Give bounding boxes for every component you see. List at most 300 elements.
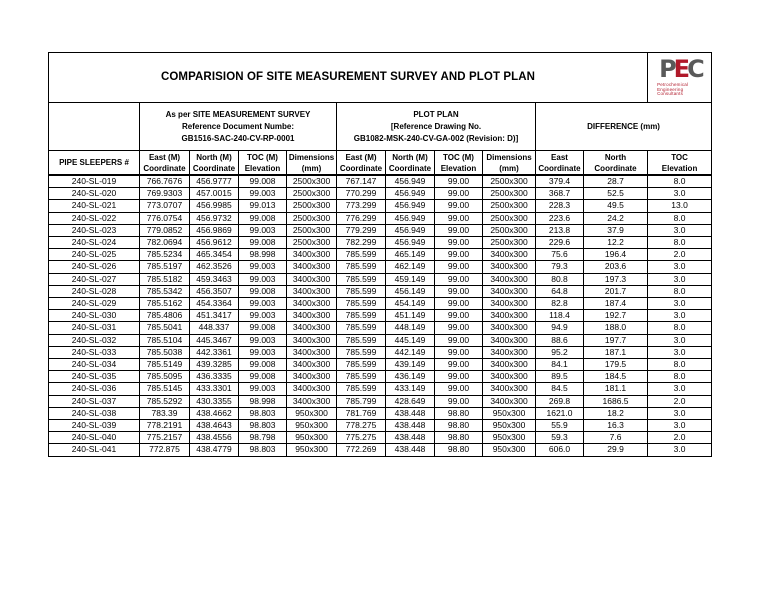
plot-north-cell: 433.149 <box>386 383 435 395</box>
sleeper-id-cell: 240-SL-038 <box>49 407 140 419</box>
plot-north-cell: 456.149 <box>386 285 435 297</box>
plot-north-cell: 438.448 <box>386 432 435 444</box>
diff-east-cell: 95.2 <box>536 346 584 358</box>
plot-east-cell: 770.299 <box>337 188 386 200</box>
diff-east-cell: 118.4 <box>536 310 584 322</box>
diff-toc-cell: 8.0 <box>648 285 712 297</box>
plot-dimensions-cell: 3400x300 <box>483 371 536 383</box>
diff-north-cell: 16.3 <box>584 420 648 432</box>
survey-east-cell: 769.9303 <box>140 188 190 200</box>
survey-north-cell: 442.3361 <box>190 346 239 358</box>
table-row <box>49 261 712 273</box>
survey-toc-cell: 99.013 <box>239 200 287 212</box>
sleeper-id-cell: 240-SL-033 <box>49 346 140 358</box>
difference-group-header: DIFFERENCE (mm) <box>536 103 712 151</box>
sleeper-id-cell: 240-SL-039 <box>49 420 140 432</box>
diff-toc-cell: 3.0 <box>648 298 712 310</box>
survey-east-cell: 785.5292 <box>140 395 190 407</box>
survey-dimensions-cell: 2500x300 <box>287 237 337 249</box>
diff-toc-cell: 3.0 <box>648 261 712 273</box>
logo-letters: PEC <box>659 55 702 83</box>
survey-north-cell: 456.9732 <box>190 212 239 224</box>
survey-north-cell: 439.3285 <box>190 359 239 371</box>
survey-north-cell: 457.0015 <box>190 188 239 200</box>
diff-north-cell: 28.7 <box>584 175 648 188</box>
survey-toc-cell: 98.998 <box>239 395 287 407</box>
sleeper-id-cell: 240-SL-032 <box>49 334 140 346</box>
comparison-table <box>48 52 712 457</box>
sleeper-id-cell: 240-SL-034 <box>49 359 140 371</box>
diff-north-cell: 7.6 <box>584 432 648 444</box>
sleeper-id-cell: 240-SL-020 <box>49 188 140 200</box>
survey-toc-cell: 99.003 <box>239 346 287 358</box>
diff-north-cell: 187.4 <box>584 298 648 310</box>
diff-east-cell: 55.9 <box>536 420 584 432</box>
survey-east-cell: 775.2157 <box>140 432 190 444</box>
diff-north-cell: 181.1 <box>584 383 648 395</box>
diff-toc-cell: 8.0 <box>648 322 712 334</box>
diff-east-cell: 82.8 <box>536 298 584 310</box>
table-row <box>49 237 712 249</box>
plot-east-cell: 785.799 <box>337 395 386 407</box>
table-row <box>49 188 712 200</box>
plot-north-cell: 465.149 <box>386 249 435 261</box>
survey-north-cell: 445.3467 <box>190 334 239 346</box>
table-row <box>49 200 712 212</box>
plot-toc-cell: 98.80 <box>435 432 483 444</box>
survey-toc-cell: 99.008 <box>239 322 287 334</box>
table-row <box>49 359 712 371</box>
diff-toc-cell: 13.0 <box>648 200 712 212</box>
diff-toc-cell: 8.0 <box>648 371 712 383</box>
plot-east-cell: 778.275 <box>337 420 386 432</box>
plot-dimensions-cell: 3400x300 <box>483 261 536 273</box>
survey-toc-cell: 98.798 <box>239 432 287 444</box>
title-cell <box>49 53 648 103</box>
survey-north-cell: 465.3454 <box>190 249 239 261</box>
plot-toc-cell: 99.00 <box>435 273 483 285</box>
diff-toc-header: TOC Elevation <box>648 151 712 176</box>
plot-dimensions-header: Dimensions (mm) <box>483 151 536 176</box>
plot-dimensions-cell: 950x300 <box>483 444 536 456</box>
plot-north-cell: 428.649 <box>386 395 435 407</box>
plot-east-cell: 785.599 <box>337 273 386 285</box>
plot-north-cell: 456.949 <box>386 224 435 236</box>
diff-east-cell: 75.6 <box>536 249 584 261</box>
plot-toc-cell: 99.00 <box>435 237 483 249</box>
survey-east-cell: 778.2191 <box>140 420 190 432</box>
plot-north-cell: 456.949 <box>386 212 435 224</box>
plot-dimensions-cell: 2500x300 <box>483 212 536 224</box>
comparison-sheet <box>48 52 711 457</box>
survey-dimensions-cell: 3400x300 <box>287 334 337 346</box>
diff-east-cell: 79.3 <box>536 261 584 273</box>
plot-north-cell: 451.149 <box>386 310 435 322</box>
plot-east-cell: 781.769 <box>337 407 386 419</box>
diff-east-cell: 269.8 <box>536 395 584 407</box>
plot-toc-cell: 99.00 <box>435 383 483 395</box>
survey-group-header: As per SITE MEASUREMENT SURVEY Reference Document Numbe: GB1516-SAC-240-CV-RP-0001 <box>140 103 337 151</box>
survey-dimensions-cell: 2500x300 <box>287 188 337 200</box>
survey-east-header: East (M) Coordinate <box>140 151 190 176</box>
plot-toc-cell: 99.00 <box>435 346 483 358</box>
pipe-sleepers-header: PIPE SLEEPERS # <box>49 151 140 176</box>
company-logo <box>657 56 703 98</box>
survey-north-cell: 438.4662 <box>190 407 239 419</box>
plot-east-cell: 785.599 <box>337 346 386 358</box>
plot-east-cell: 782.299 <box>337 237 386 249</box>
survey-east-cell: 785.5149 <box>140 359 190 371</box>
diff-east-cell: 223.6 <box>536 212 584 224</box>
diff-east-cell: 379.4 <box>536 175 584 188</box>
plot-east-cell: 785.599 <box>337 310 386 322</box>
plot-east-cell: 785.599 <box>337 298 386 310</box>
survey-toc-cell: 98.803 <box>239 444 287 456</box>
diff-east-cell: 229.6 <box>536 237 584 249</box>
survey-toc-header: TOC (M) Elevation <box>239 151 287 176</box>
sleeper-id-cell: 240-SL-030 <box>49 310 140 322</box>
diff-north-cell: 1686.5 <box>584 395 648 407</box>
diff-east-cell: 84.5 <box>536 383 584 395</box>
plot-dimensions-cell: 950x300 <box>483 420 536 432</box>
survey-dimensions-cell: 2500x300 <box>287 175 337 188</box>
diff-east-cell: 368.7 <box>536 188 584 200</box>
survey-dimensions-cell: 3400x300 <box>287 383 337 395</box>
survey-dimensions-cell: 3400x300 <box>287 261 337 273</box>
diff-toc-cell: 3.0 <box>648 224 712 236</box>
survey-toc-cell: 99.003 <box>239 298 287 310</box>
plot-dimensions-cell: 3400x300 <box>483 273 536 285</box>
plot-east-cell: 775.275 <box>337 432 386 444</box>
sleeper-id-cell: 240-SL-019 <box>49 175 140 188</box>
table-row <box>49 407 712 419</box>
plot-group-header: PLOT PLAN [Reference Drawing No. GB1082-MSK-240-CV-GA-002 (Revision: D)] <box>337 103 536 151</box>
survey-dimensions-cell: 950x300 <box>287 444 337 456</box>
plot-dimensions-cell: 3400x300 <box>483 334 536 346</box>
survey-east-cell: 785.5197 <box>140 261 190 273</box>
plot-north-header: North (M) Coordinate <box>386 151 435 176</box>
plot-north-cell: 456.949 <box>386 200 435 212</box>
sleeper-id-cell: 240-SL-031 <box>49 322 140 334</box>
table-row <box>49 285 712 297</box>
plot-dimensions-cell: 3400x300 <box>483 383 536 395</box>
survey-east-cell: 785.5145 <box>140 383 190 395</box>
survey-north-cell: 456.9612 <box>190 237 239 249</box>
plot-toc-cell: 99.00 <box>435 395 483 407</box>
sleeper-id-cell: 240-SL-024 <box>49 237 140 249</box>
survey-dimensions-cell: 950x300 <box>287 432 337 444</box>
survey-toc-cell: 99.008 <box>239 285 287 297</box>
plot-east-header: East (M) Coordinate <box>337 151 386 176</box>
table-row <box>49 371 712 383</box>
plot-dimensions-cell: 3400x300 <box>483 322 536 334</box>
survey-north-cell: 438.4643 <box>190 420 239 432</box>
survey-toc-cell: 99.008 <box>239 175 287 188</box>
plot-east-cell: 785.599 <box>337 359 386 371</box>
survey-north-cell: 436.3335 <box>190 371 239 383</box>
sleeper-id-cell: 240-SL-037 <box>49 395 140 407</box>
plot-east-cell: 785.599 <box>337 285 386 297</box>
plot-east-cell: 785.599 <box>337 249 386 261</box>
plot-east-cell: 776.299 <box>337 212 386 224</box>
plot-north-cell: 454.149 <box>386 298 435 310</box>
plot-east-cell: 785.599 <box>337 322 386 334</box>
diff-toc-cell: 3.0 <box>648 188 712 200</box>
sleeper-id-cell: 240-SL-040 <box>49 432 140 444</box>
survey-east-cell: 766.7676 <box>140 175 190 188</box>
survey-east-cell: 772.875 <box>140 444 190 456</box>
table-row <box>49 322 712 334</box>
diff-east-cell: 59.3 <box>536 432 584 444</box>
diff-toc-cell: 2.0 <box>648 395 712 407</box>
plot-dimensions-cell: 2500x300 <box>483 200 536 212</box>
survey-toc-cell: 99.008 <box>239 237 287 249</box>
survey-dimensions-cell: 950x300 <box>287 407 337 419</box>
table-row <box>49 310 712 322</box>
diff-toc-cell: 2.0 <box>648 432 712 444</box>
logo-subtitle: Petrochemical Engineering Consultants <box>657 82 689 97</box>
sleeper-id-cell: 240-SL-028 <box>49 285 140 297</box>
table-row <box>49 383 712 395</box>
plot-north-cell: 462.149 <box>386 261 435 273</box>
plot-toc-cell: 99.00 <box>435 188 483 200</box>
diff-east-cell: 228.3 <box>536 200 584 212</box>
diff-east-header: East Coordinate <box>536 151 584 176</box>
survey-east-cell: 785.5038 <box>140 346 190 358</box>
survey-north-cell: 433.3301 <box>190 383 239 395</box>
plot-north-cell: 448.149 <box>386 322 435 334</box>
survey-toc-cell: 99.003 <box>239 188 287 200</box>
diff-east-cell: 64.8 <box>536 285 584 297</box>
plot-north-cell: 445.149 <box>386 334 435 346</box>
diff-east-cell: 94.9 <box>536 322 584 334</box>
survey-dimensions-cell: 2500x300 <box>287 212 337 224</box>
table-row <box>49 175 712 188</box>
survey-toc-cell: 99.003 <box>239 273 287 285</box>
survey-east-cell: 785.5182 <box>140 273 190 285</box>
diff-north-cell: 179.5 <box>584 359 648 371</box>
plot-north-cell: 456.949 <box>386 175 435 188</box>
plot-toc-header: TOC (M) Elevation <box>435 151 483 176</box>
survey-east-cell: 785.5041 <box>140 322 190 334</box>
plot-dimensions-cell: 3400x300 <box>483 346 536 358</box>
plot-toc-cell: 98.80 <box>435 444 483 456</box>
survey-north-cell: 456.9985 <box>190 200 239 212</box>
diff-north-header: North Coordinate <box>584 151 648 176</box>
survey-east-cell: 773.0707 <box>140 200 190 212</box>
survey-dimensions-cell: 3400x300 <box>287 322 337 334</box>
diff-north-cell: 188.0 <box>584 322 648 334</box>
diff-toc-cell: 3.0 <box>648 310 712 322</box>
diff-toc-cell: 3.0 <box>648 407 712 419</box>
sleeper-id-cell: 240-SL-021 <box>49 200 140 212</box>
plot-toc-cell: 99.00 <box>435 359 483 371</box>
plot-dimensions-cell: 2500x300 <box>483 237 536 249</box>
survey-toc-cell: 99.008 <box>239 212 287 224</box>
survey-dimensions-cell: 3400x300 <box>287 298 337 310</box>
survey-east-cell: 785.5342 <box>140 285 190 297</box>
table-row <box>49 444 712 456</box>
plot-north-cell: 436.149 <box>386 371 435 383</box>
survey-east-cell: 785.5104 <box>140 334 190 346</box>
sleeper-id-cell: 240-SL-023 <box>49 224 140 236</box>
diff-toc-cell: 3.0 <box>648 334 712 346</box>
survey-dimensions-cell: 3400x300 <box>287 359 337 371</box>
plot-dimensions-cell: 2500x300 <box>483 224 536 236</box>
diff-toc-cell: 8.0 <box>648 175 712 188</box>
survey-east-cell: 785.4806 <box>140 310 190 322</box>
plot-east-cell: 785.599 <box>337 261 386 273</box>
diff-north-cell: 37.9 <box>584 224 648 236</box>
diff-toc-cell: 3.0 <box>648 346 712 358</box>
plot-north-cell: 459.149 <box>386 273 435 285</box>
diff-north-cell: 24.2 <box>584 212 648 224</box>
survey-east-cell: 783.39 <box>140 407 190 419</box>
plot-dimensions-cell: 3400x300 <box>483 298 536 310</box>
plot-dimensions-cell: 3400x300 <box>483 310 536 322</box>
survey-toc-cell: 99.008 <box>239 359 287 371</box>
survey-east-cell: 776.0754 <box>140 212 190 224</box>
plot-north-cell: 439.149 <box>386 359 435 371</box>
sleeper-id-cell: 240-SL-029 <box>49 298 140 310</box>
sleeper-id-cell: 240-SL-022 <box>49 212 140 224</box>
survey-east-cell: 785.5095 <box>140 371 190 383</box>
table-row <box>49 334 712 346</box>
table-row <box>49 249 712 261</box>
survey-north-cell: 462.3526 <box>190 261 239 273</box>
diff-toc-cell: 8.0 <box>648 212 712 224</box>
survey-dimensions-cell: 2500x300 <box>287 224 337 236</box>
survey-north-cell: 448.337 <box>190 322 239 334</box>
plot-toc-cell: 99.00 <box>435 261 483 273</box>
survey-north-cell: 456.9777 <box>190 175 239 188</box>
survey-dimensions-cell: 3400x300 <box>287 371 337 383</box>
plot-north-cell: 456.949 <box>386 237 435 249</box>
plot-toc-cell: 99.00 <box>435 200 483 212</box>
diff-north-cell: 192.7 <box>584 310 648 322</box>
table-row <box>49 420 712 432</box>
survey-dimensions-cell: 3400x300 <box>287 273 337 285</box>
diff-toc-cell: 2.0 <box>648 249 712 261</box>
plot-dimensions-cell: 2500x300 <box>483 188 536 200</box>
table-row <box>49 212 712 224</box>
diff-north-cell: 187.1 <box>584 346 648 358</box>
survey-toc-cell: 99.003 <box>239 334 287 346</box>
diff-east-cell: 89.5 <box>536 371 584 383</box>
survey-north-cell: 459.3463 <box>190 273 239 285</box>
plot-dimensions-cell: 3400x300 <box>483 249 536 261</box>
survey-north-cell: 438.4779 <box>190 444 239 456</box>
survey-north-cell: 456.9869 <box>190 224 239 236</box>
plot-east-cell: 785.599 <box>337 371 386 383</box>
plot-toc-cell: 99.00 <box>435 224 483 236</box>
plot-toc-cell: 99.00 <box>435 298 483 310</box>
plot-east-cell: 779.299 <box>337 224 386 236</box>
table-row <box>49 273 712 285</box>
page-title: COMPARISION OF SITE MEASUREMENT SURVEY AND PLOT PLAN <box>160 70 536 83</box>
diff-east-cell: 88.6 <box>536 334 584 346</box>
sleeper-id-cell: 240-SL-036 <box>49 383 140 395</box>
plot-east-cell: 772.269 <box>337 444 386 456</box>
survey-east-cell: 779.0852 <box>140 224 190 236</box>
plot-dimensions-cell: 3400x300 <box>483 359 536 371</box>
plot-north-cell: 442.149 <box>386 346 435 358</box>
survey-dimensions-cell: 2500x300 <box>287 200 337 212</box>
plot-toc-cell: 99.00 <box>435 371 483 383</box>
survey-dimensions-cell: 950x300 <box>287 420 337 432</box>
survey-toc-cell: 98.803 <box>239 407 287 419</box>
plot-east-cell: 773.299 <box>337 200 386 212</box>
plot-toc-cell: 99.00 <box>435 249 483 261</box>
diff-north-cell: 201.7 <box>584 285 648 297</box>
diff-north-cell: 18.2 <box>584 407 648 419</box>
survey-toc-cell: 99.003 <box>239 224 287 236</box>
plot-toc-cell: 99.00 <box>435 212 483 224</box>
plot-toc-cell: 99.00 <box>435 334 483 346</box>
diff-toc-cell: 3.0 <box>648 444 712 456</box>
plot-north-cell: 438.448 <box>386 407 435 419</box>
plot-toc-cell: 99.00 <box>435 285 483 297</box>
plot-toc-cell: 98.80 <box>435 420 483 432</box>
diff-north-cell: 12.2 <box>584 237 648 249</box>
survey-toc-cell: 98.998 <box>239 249 287 261</box>
survey-north-header: North (M) Coordinate <box>190 151 239 176</box>
diff-east-cell: 213.8 <box>536 224 584 236</box>
survey-dimensions-cell: 3400x300 <box>287 346 337 358</box>
diff-north-cell: 203.6 <box>584 261 648 273</box>
plot-toc-cell: 99.00 <box>435 310 483 322</box>
plot-east-cell: 785.599 <box>337 383 386 395</box>
survey-toc-cell: 99.003 <box>239 310 287 322</box>
plot-east-cell: 785.599 <box>337 334 386 346</box>
diff-north-cell: 29.9 <box>584 444 648 456</box>
survey-north-cell: 454.3364 <box>190 298 239 310</box>
diff-north-cell: 49.5 <box>584 200 648 212</box>
diff-toc-cell: 8.0 <box>648 237 712 249</box>
table-row <box>49 346 712 358</box>
survey-east-cell: 785.5162 <box>140 298 190 310</box>
plot-dimensions-cell: 2500x300 <box>483 175 536 188</box>
plot-north-cell: 456.949 <box>386 188 435 200</box>
plot-toc-cell: 99.00 <box>435 322 483 334</box>
logo-cell <box>648 53 712 103</box>
plot-toc-cell: 98.80 <box>435 407 483 419</box>
diff-east-cell: 606.0 <box>536 444 584 456</box>
sleeper-id-cell: 240-SL-026 <box>49 261 140 273</box>
plot-east-cell: 767.147 <box>337 175 386 188</box>
table-row <box>49 432 712 444</box>
survey-dimensions-header: Dimensions (mm) <box>287 151 337 176</box>
sleeper-id-cell: 240-SL-027 <box>49 273 140 285</box>
diff-north-cell: 197.7 <box>584 334 648 346</box>
survey-north-cell: 451.3417 <box>190 310 239 322</box>
survey-east-cell: 782.0694 <box>140 237 190 249</box>
survey-toc-cell: 99.003 <box>239 261 287 273</box>
survey-north-cell: 456.3507 <box>190 285 239 297</box>
plot-toc-cell: 99.00 <box>435 175 483 188</box>
survey-north-cell: 430.3355 <box>190 395 239 407</box>
diff-north-cell: 196.4 <box>584 249 648 261</box>
diff-toc-cell: 3.0 <box>648 420 712 432</box>
survey-dimensions-cell: 3400x300 <box>287 285 337 297</box>
blank-header <box>49 103 140 151</box>
sleeper-id-cell: 240-SL-035 <box>49 371 140 383</box>
plot-dimensions-cell: 3400x300 <box>483 395 536 407</box>
survey-toc-cell: 99.003 <box>239 383 287 395</box>
diff-east-cell: 1621.0 <box>536 407 584 419</box>
diff-toc-cell: 3.0 <box>648 273 712 285</box>
plot-dimensions-cell: 950x300 <box>483 432 536 444</box>
